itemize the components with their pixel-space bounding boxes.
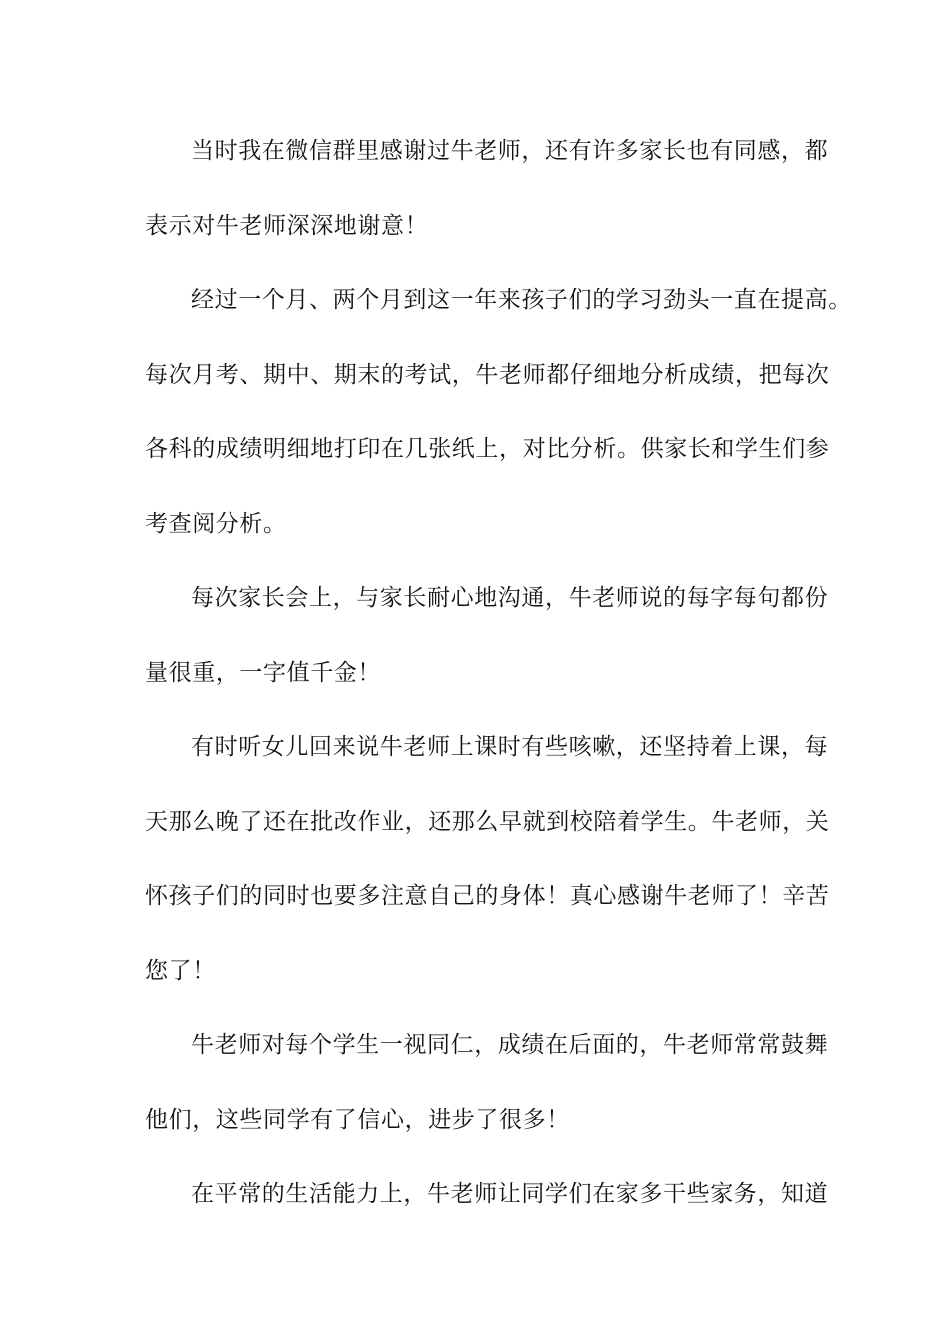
paragraph-line: 考查阅分析。 (145, 510, 287, 537)
paragraph-line: 每次月考、期中、期末的考试，牛老师都仔细地分析成绩，把每次 (145, 361, 830, 388)
paragraph-line: 他们，这些同学有了信心，进步了很多！ (145, 1106, 570, 1133)
paragraph-line: 在平常的生活能力上，牛老师让同学们在家多干些家务，知道 (191, 1181, 829, 1207)
paragraph-line: 牛老师对每个学生一视同仁，成绩在后面的，牛老师常常鼓舞 (191, 1032, 829, 1058)
paragraph-line: 天那么晚了还在批改作业，还那么早就到校陪着学生。牛老师，关 (145, 808, 830, 835)
paragraph-line: 各科的成绩明细地打印在几张纸上，对比分析。供家长和学生们参 (145, 436, 830, 462)
paragraph-line: 表示对牛老师深深地谢意！ (145, 212, 429, 239)
paragraph-line: 您了！ (145, 957, 216, 984)
paragraph-line: 每次家长会上，与家长耐心地沟通，牛老师说的每字每句都份 (191, 585, 829, 611)
paragraph-line: 有时听女儿回来说牛老师上课时有些咳嗽，还坚持着上课，每 (191, 734, 829, 760)
paragraph-line: 经过一个月、两个月到这一年来孩子们的学习劲头一直在提高。 (191, 287, 852, 313)
paragraph-line: 量很重，一字值千金！ (145, 659, 381, 686)
paragraph-line: 怀孩子们的同时也要多注意自己的身体！真心感谢牛老师了！辛苦 (145, 883, 830, 909)
document-body (145, 128, 852, 1246)
paragraph-line: 当时我在微信群里感谢过牛老师，还有许多家长也有同感，都 (191, 138, 829, 164)
